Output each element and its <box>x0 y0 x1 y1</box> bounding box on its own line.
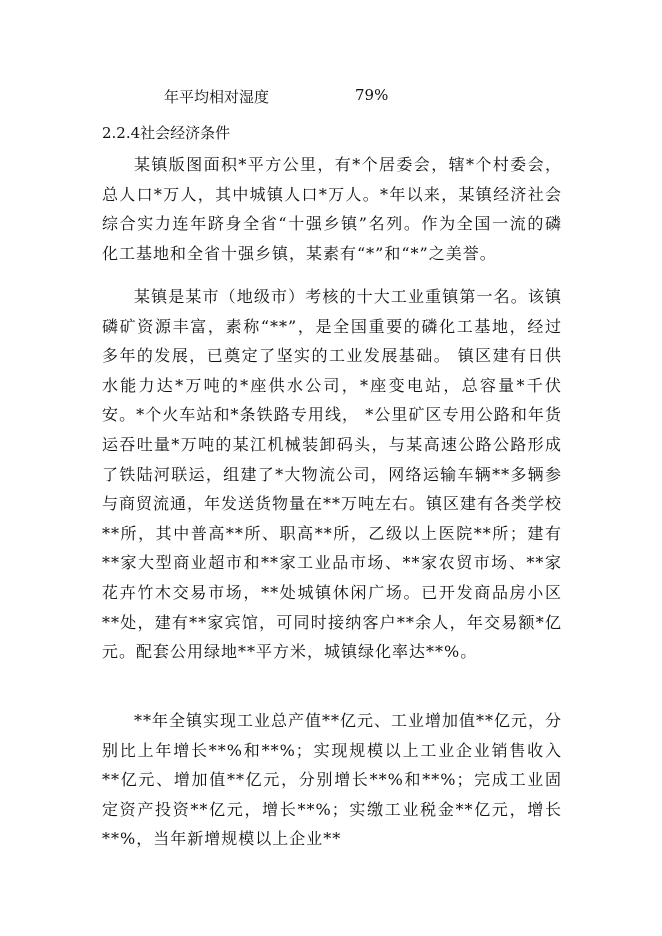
paragraph-output: **年全镇实现工业总产值**亿元、工业增加值**亿元，分别比上年增长**%和**%；实现规模以上工业企业销售收入**亿元、增加值**亿元，分别增长**%和**%；完成工业固定资产投资**亿元，增长**%；实缴工业税金**亿元，增长**%，当年新增规模以上企业** <box>102 711 563 849</box>
humidity-value: 79% <box>355 86 389 104</box>
humidity-label: 年平均相对湿度 <box>164 88 270 106</box>
paragraph-industry: 某镇是某市（地级市）考核的十大工业重镇第一名。该镇磷矿资源丰富，素称“**”，是全国重要的磷化工基地，经过多年的发展，已奠定了坚实的工业发展基础。 镇区建有日供水能力达*万吨的*座供水公司，*座变电站，总容量*千伏安。*个火车站和*条铁路专用线， *公里矿区专用公路和年货运吞吐量*万吨的某江机械装卸码头，与某高速公路公路形成了铁陆河联运，组建了*大物流公司，网络运输车辆**多辆参与商贸流通，年发送货物量在**万吨左右。镇区建有各类学校**所，其中普高**所、职高**所，乙级以上医院**所；建有**家大型商业超市和**家工业品市场、**家农贸市场、**家花卉竹木交易市场，**处城镇休闲广场。已开发商品房小区**处，建有**家宾馆，可同时接纳客户**余人，年交易额*亿元。配套公用绿地**平方米，城镇绿化率达**%。 <box>102 287 563 662</box>
paragraph-town-overview: 某镇版图面积*平方公里，有*个居委会，辖*个村委会，总人口*万人，其中城镇人口*万人。*年以来，某镇经济社会综合实力连年跻身全省“十强乡镇”名列。作为全国一流的磷化工基地和全省十强乡镇，某素有“*”和“*”之美誉。 <box>102 155 562 263</box>
humidity-row <box>164 86 389 107</box>
section-heading: 2.2.4社会经济条件 <box>102 124 231 142</box>
